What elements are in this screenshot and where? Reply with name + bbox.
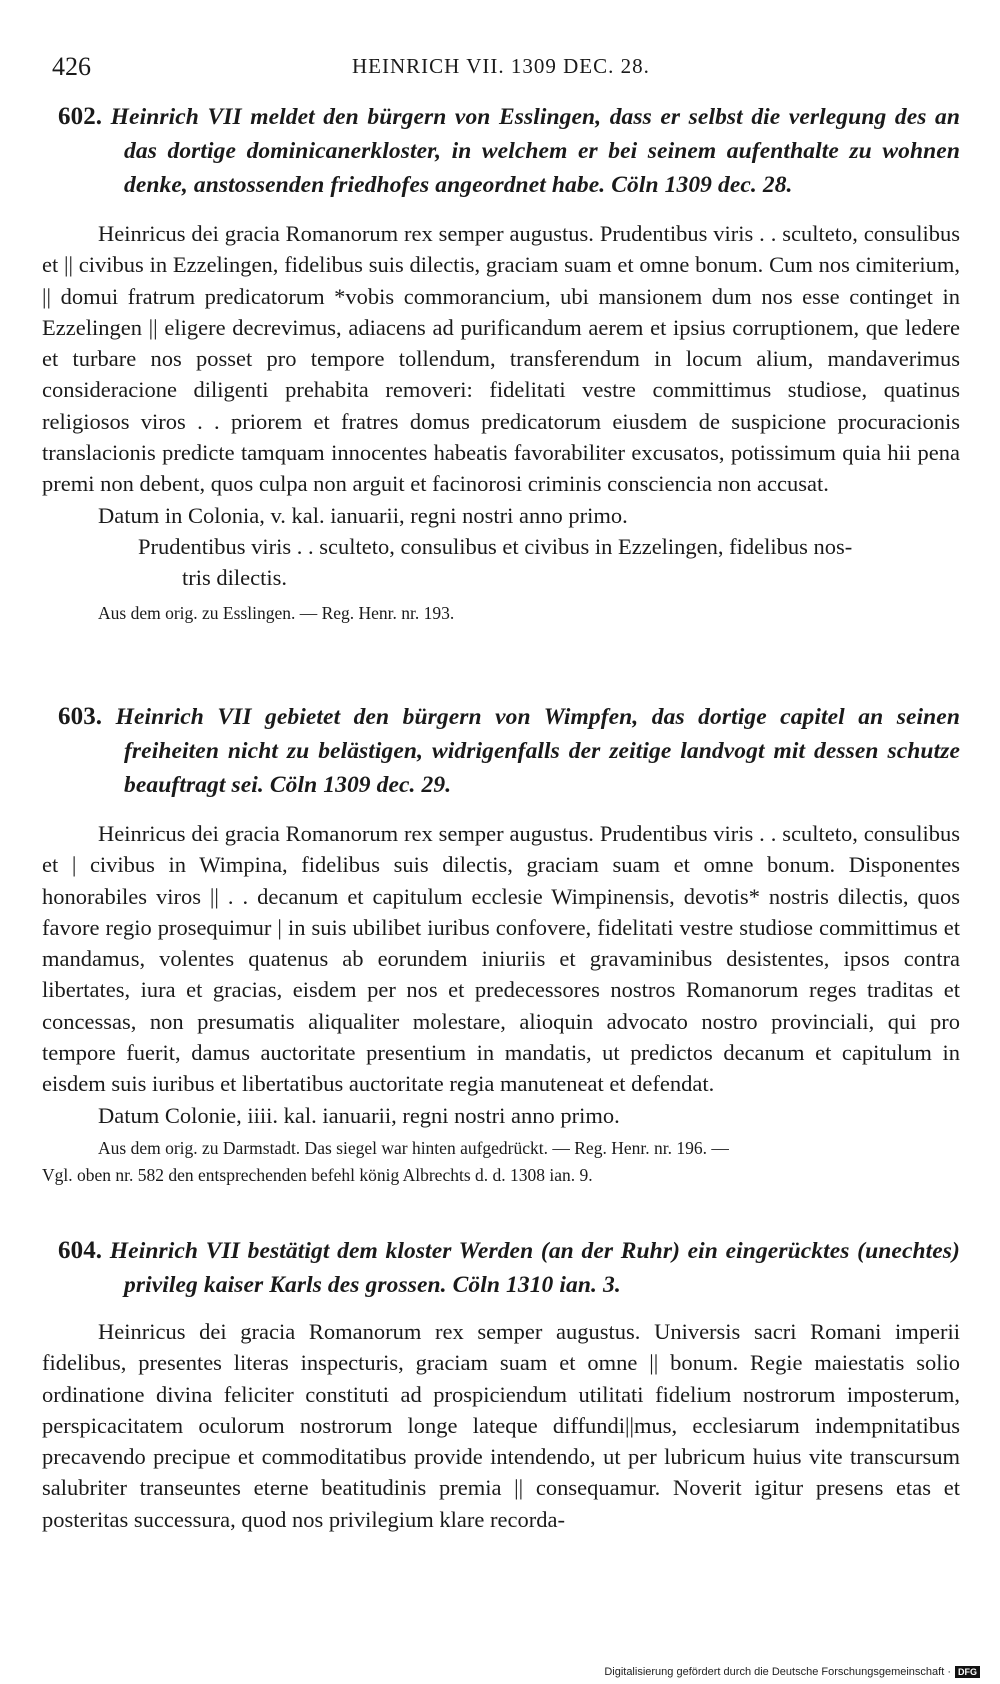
entry-title-text: Heinrich VII meldet den bürgern von Esslingen, dass er selbst die verlegung des an das dortige dominicanerkloster, in welchem er bei seinem aufenthalte zu wohnen denke, anstossenden friedhofes angeordnet habe. Cöln 1309 dec. 28.: [110, 104, 960, 198]
entry-datum: Datum in Colonia, v. kal. ianuarii, regni nostri anno primo.: [98, 502, 628, 528]
entry-text: Heinricus dei gracia Romanorum rex semper augustus. Prudentibus viris . . sculteto, consulibus et || civibus in Ezzelingen, fidelibus suis dilectis, graciam suam et omne bonum. Cum nos cimiterium, || domui fratrum predicatorum *vobis commorancium, ubi mansionem dum nos esse continget in Ezzelingen || eligere decrevimus, adiacens ad purificandum aerem et ipsius corruptionem, que ledere et turbare nos posset pro tempore tollendum, transferendum in locum alium, mandaverimus consideracione diligenti prehabita removeri: fidelitati vestre committimus studiose, quatinus religiosos viros . . priorem et fratres domus predicatorum eiusdem de suspicione procuracionis translacionis predicte tamquam innocentes habeatis favorabiliter excusatos, potissimum quia hii pena premi non debent, quos culpa non arguit et facinorosi criminis consciencia non accusat.: [42, 221, 960, 497]
entry-title-text: Heinrich VII bestätigt dem kloster Werden (an der Ruhr) ein eingerücktes (unechtes) privileg kaiser Karls des grossen. Cöln 1310 ian. 3.: [109, 1238, 960, 1298]
entry-number: 602.: [58, 103, 103, 130]
page-header: [52, 52, 950, 86]
entry-number: 604.: [58, 1237, 103, 1264]
entry-604: [42, 1234, 960, 1535]
entry-source-continued: Vgl. oben nr. 582 den entsprechenden befehl könig Albrechts d. d. 1308 ian. 9.: [42, 1164, 593, 1185]
entry-source: Aus dem orig. zu Darmstadt. Das siegel war hinten aufgedrückt. — Reg. Henr. nr. 196. —: [98, 1137, 729, 1158]
entry-body: [42, 818, 960, 1131]
entry-body: [42, 218, 960, 594]
entry-603: [42, 700, 960, 1189]
entry-text: Heinricus dei gracia Romanorum rex semper augustus. Prudentibus viris . . sculteto, consulibus et | civibus in Wimpina, fidelibus suis dilectis, graciam suam et omne bonum. Disponentes honorabiles viros || . . decanum et capitulum ecclesie Wimpinensis, devotis* nostris dilectis, quos favore regio prosequimur | in suis ubilibet iuribus confovere, fidelitati vestre studiose committimus et mandamus, volentes quatenus ab eorundem iniuriis et gravaminibus desistentes, ipsos contra libertates, iura et gracias, eisdem per nos et predecessores nostros Romanorum reges traditas et concessas, non presumatis aliqualiter molestare, alioquin advocato nostro provinciali, qui pro tempore fuerit, damus auctoritate presentium in mandatis, ut predictos decanum et capitulum in eisdem suis iuribus et libertatibus auctoritate regia manuteneat et defendat.: [42, 821, 960, 1097]
running-title: HEINRICH VII. 1309 DEC. 28.: [352, 54, 650, 78]
entry-title: [42, 1234, 960, 1302]
entry-datum: Datum Colonie, iiii. kal. ianuarii, regni nostri anno primo.: [98, 1102, 620, 1128]
entry-title-text: Heinrich VII gebietet den bürgern von Wimpfen, das dortige capitel an seinen freiheiten nicht zu belästigen, widrigenfalls der zeitige landvogt mit dessen schutze beauftragt sei. Cöln 1309 dec. 29.: [115, 704, 960, 798]
entry-address: Prudentibus viris . . sculteto, consulibus et civibus in Ezzelingen, fidelibus nos-: [138, 533, 853, 559]
entry-text: Heinricus dei gracia Romanorum rex semper augustus. Universis sacri Romani imperii fidelibus, presentes literas inspecturis, graciam suam et omne || bonum. Regie maiestatis solio ordinatione divina feliciter constituti ad prospiciendum utilitati fidelium nostrorum imposterum, perspicacitatem oculorum nostrorum longe lateque diffundi||mus, ecclesiarum indempnitatibus precavendo precipue et commoditatibus provide intendendo, ut per lubricum huius vite transcursum salubriter transeuntes eterne beatitudinis premia || consequamur. Noverit igitur presens etas et posteritas successura, quod nos privilegium klare recorda-: [42, 1319, 960, 1532]
credit-text: Digitalisierung gefördert durch die Deutsche Forschungsgemeinschaft ·: [604, 1666, 951, 1678]
dfg-logo: DFG: [955, 1666, 980, 1678]
digitization-credit: [604, 1666, 980, 1678]
entry-address-continued: tris dilectis.: [182, 565, 287, 591]
entry-title: [42, 100, 960, 202]
entry-title: [42, 700, 960, 802]
page-number: 426: [52, 52, 91, 81]
entry-body: [42, 1316, 960, 1535]
entry-number: 603.: [58, 703, 103, 730]
entry-602: [42, 100, 960, 627]
entry-source: Aus dem orig. zu Esslingen. — Reg. Henr. nr. 193.: [98, 602, 455, 623]
